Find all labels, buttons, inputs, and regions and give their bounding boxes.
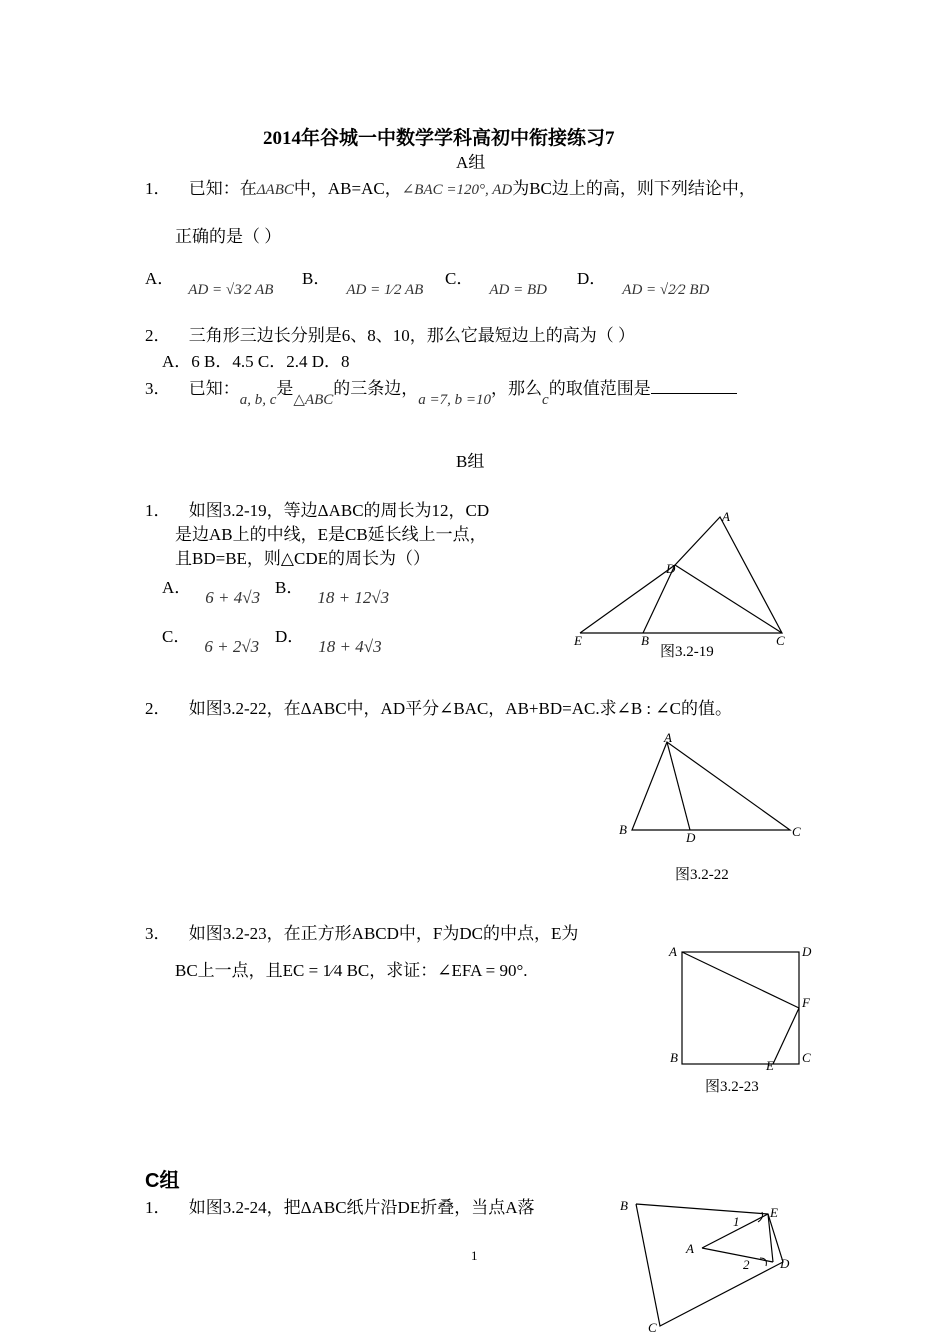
page-number: 1 — [471, 1248, 478, 1263]
label-a: A — [686, 1241, 694, 1256]
label-d: D — [802, 944, 812, 959]
c-q1-line — [145, 1197, 535, 1219]
c-q1-number: 1． — [145, 1198, 171, 1217]
a-q1-text1: 已知：在 — [188, 179, 257, 198]
group-c-label: C组 — [145, 1170, 180, 1192]
b-q3-number: 3． — [145, 924, 171, 943]
label-c: C — [776, 633, 785, 648]
label-c: C — [792, 824, 801, 839]
figure-3-2-23 — [665, 940, 825, 1075]
option-expression: 18 + 4√3 — [318, 637, 382, 656]
a-q3-math1: a, b, c — [239, 392, 277, 408]
page-title: 2014年谷城一中数学学科高初中衔接练习7 — [263, 128, 615, 149]
label-b: B — [619, 822, 627, 837]
b-q1-line1 — [145, 500, 489, 522]
b-q3-line2: BC上一点，且EC = 1⁄4 BC，求证：∠EFA = 90°. — [175, 961, 528, 980]
label-d: D — [666, 561, 676, 576]
b-q1-number: 1． — [145, 501, 171, 520]
label-b: B — [670, 1050, 678, 1065]
a-q1-option-c — [445, 268, 547, 298]
segment-dc — [675, 565, 782, 633]
a-q3-text1: 已知： — [188, 379, 240, 398]
a-q2-number: 2． — [145, 326, 171, 345]
b-q3-line1 — [145, 923, 578, 945]
a-q1-option-a — [145, 268, 274, 298]
option-expression: AD = 1⁄2 AB — [346, 282, 424, 298]
option-expression: AD = √2⁄2 BD — [622, 282, 710, 298]
c-q1-text: 如图3.2-24，把ΔABC纸片沿DE折叠，当点A落 — [188, 1198, 535, 1217]
b-q1-option-c — [162, 626, 260, 656]
a-q1-option-d — [577, 268, 710, 298]
figure-3-2-24 — [610, 1192, 810, 1340]
group-a-label: A组 — [456, 153, 486, 172]
answer-blank — [651, 377, 737, 394]
label-a: A — [669, 944, 677, 959]
a-q3-line — [145, 377, 737, 408]
b-q2-number: 2． — [145, 699, 171, 718]
option-letter: B． — [275, 578, 304, 597]
figure-3-2-22 — [610, 730, 810, 845]
label-e: E — [574, 633, 582, 648]
caption-3-2-19: 图3.2-19 — [660, 644, 714, 660]
label-b: B — [620, 1198, 628, 1213]
label-a: A — [664, 730, 672, 745]
b-q1-option-b — [275, 577, 390, 607]
a-q1-line2: 正确的是（ ） — [175, 227, 282, 246]
triangle-edges — [580, 517, 782, 633]
b-q3-text1: 如图3.2-23，在正方形ABCD中，F为DC的中点，E为 — [188, 924, 579, 943]
a-q2-options: A．6 B．4.5 C．2.4 D．8 — [162, 352, 350, 371]
figure-3-2-19 — [560, 505, 800, 650]
b-q2-text: 如图3.2-22，在ΔABC中，AD平分∠BAC，AB+BD=AC.求∠B : ∠C的值。 — [188, 699, 732, 718]
option-letter: A． — [145, 269, 175, 288]
option-letter: C． — [445, 269, 474, 288]
label-c: C — [802, 1050, 811, 1065]
b-q1-option-d — [275, 626, 382, 656]
a-q1-option-b — [302, 268, 424, 298]
segment-ad — [702, 1248, 773, 1262]
b-q2-line — [145, 698, 732, 720]
option-letter: A． — [162, 578, 192, 597]
label-e: E — [770, 1205, 778, 1220]
segment-af — [682, 952, 799, 1008]
a-q1-text2: 中，AB=AC， — [293, 179, 402, 198]
a-q1-math2: ∠BAC =120°, AD — [401, 182, 513, 198]
a-q3-text3: 的三条边， — [333, 379, 419, 398]
b-q1-line2: 是边AB上的中线，E是CB延长线上一点， — [175, 525, 487, 544]
a-q3-math4: c — [542, 392, 549, 408]
segment-fe — [773, 1008, 799, 1064]
a-q1-math1: ΔABC — [256, 182, 294, 198]
label-a: A — [722, 509, 730, 524]
label-d: D — [780, 1256, 790, 1271]
option-expression: AD = √3⁄2 AB — [188, 282, 274, 298]
a-q1-number: 1． — [145, 179, 171, 198]
a-q3-math2: △ABC — [293, 392, 334, 408]
option-expression: 6 + 2√3 — [204, 637, 260, 656]
b-q1-text1: 如图3.2-19，等边ΔABC的周长为12，CD — [188, 501, 490, 520]
label-d: D — [686, 830, 696, 845]
a-q3-text5: 的取值范围是 — [548, 379, 651, 398]
a-q3-number: 3． — [145, 379, 171, 398]
a-q3-math3: a =7, b =10 — [418, 392, 492, 408]
a-q2-text: 三角形三边长分别是6、8、10，那么它最短边上的高为（ ） — [188, 326, 635, 345]
segment-ad — [667, 742, 690, 830]
label-f: F — [802, 995, 810, 1010]
option-expression: 6 + 4√3 — [205, 588, 261, 607]
triangle-abc — [632, 742, 790, 830]
label-e: E — [766, 1058, 774, 1073]
option-expression: 18 + 12√3 — [317, 588, 390, 607]
caption-3-2-22: 图3.2-22 — [675, 867, 729, 883]
group-b-label: B组 — [456, 452, 485, 471]
b-q1-line3: 且BD=BE，则△CDE的周长为（） — [175, 549, 430, 568]
a-q2-line — [145, 325, 635, 347]
label-b: B — [641, 633, 649, 648]
option-letter: D． — [577, 269, 607, 288]
option-expression: AD = BD — [489, 282, 547, 298]
label-c: C — [648, 1320, 657, 1335]
option-letter: D． — [275, 627, 305, 646]
a-q3-text4: ，那么 — [491, 379, 543, 398]
folded-outline — [636, 1204, 783, 1326]
label-angle-2: 2 — [743, 1257, 750, 1272]
option-letter: B． — [302, 269, 331, 288]
b-q1-option-a — [162, 577, 261, 607]
a-q1-line1 — [145, 178, 756, 201]
a-q1-text3: 为BC边上的高，则下列结论中， — [512, 179, 756, 198]
label-angle-1: 1 — [733, 1214, 740, 1229]
a-q3-text2: 是 — [276, 379, 294, 398]
caption-3-2-23: 图3.2-23 — [705, 1079, 759, 1095]
option-letter: C． — [162, 627, 191, 646]
